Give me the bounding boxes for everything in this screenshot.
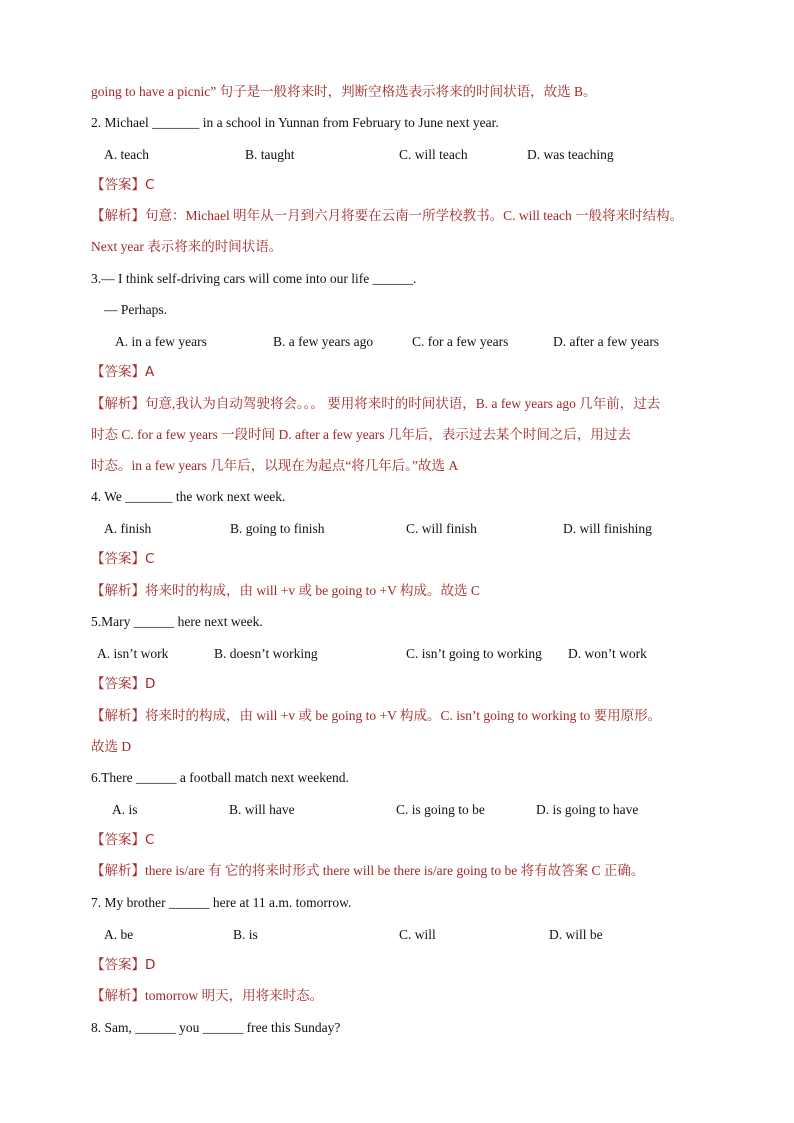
explanation-line: 故选 D bbox=[91, 739, 132, 754]
explanation-line: 【解析】there is/are 有 它的将来时形式 there will be there is/are going to be 将有故答案 C 正确。 bbox=[91, 863, 645, 878]
option-d: D. after a few years bbox=[553, 334, 660, 349]
option-b: B. going to finish bbox=[230, 521, 325, 536]
explanation-line: Next year 表示将来的时间状语。 bbox=[91, 239, 283, 254]
question-3: 3.— I think self-driving cars will come into our life ______. bbox=[91, 271, 417, 286]
option-a: A. be bbox=[104, 927, 134, 942]
option-b: B. will have bbox=[229, 802, 295, 817]
option-b: B. a few years ago bbox=[273, 334, 374, 349]
option-c: C. will bbox=[399, 927, 436, 942]
option-d: D. was teaching bbox=[527, 147, 614, 162]
explanation-line: 时态。in a few years 几年后，以现在为起点“将几年后。”故选 A bbox=[91, 458, 459, 473]
explanation-line: 【解析】句意,我认为自动驾驶将会。。。 要用将来时的时间状语，B. a few years ago 几年前，过去 bbox=[91, 396, 661, 411]
explanation-line: 【解析】将来时的构成，由 will +v 或 be going to +V 构成。C. isn’t going to working to 要用原形。 bbox=[91, 708, 662, 723]
answer-label: 【答案】C bbox=[91, 832, 155, 848]
question-2: 2. Michael _______ in a school in Yunnan from February to June next year. bbox=[91, 115, 499, 130]
option-a: A. teach bbox=[104, 147, 149, 162]
option-c: C. isn’t going to working bbox=[406, 646, 542, 661]
question-7: 7. My brother ______ here at 11 a.m. tomorrow. bbox=[91, 895, 352, 910]
explanation-line: 【解析】句意：Michael 明年从一月到六月将要在云南一所学校教书。C. will teach 一般将来时结构。 bbox=[91, 208, 684, 223]
explanation-line: 时态 C. for a few years 一段时间 D. after a few years 几年后，表示过去某个时间之后，用过去 bbox=[91, 427, 631, 442]
answer-label: 【答案】C bbox=[91, 551, 155, 567]
answer-label: 【答案】A bbox=[91, 364, 155, 380]
explanation-line: going to have a picnic” 句子是一般将来时，判断空格选表示将来的时间状语，故选 B。 bbox=[91, 84, 597, 99]
question-6: 6.There ______ a football match next weekend. bbox=[91, 770, 349, 785]
option-c: C. for a few years bbox=[412, 334, 509, 349]
question-3-reply: — Perhaps. bbox=[104, 302, 167, 317]
option-b: B. taught bbox=[245, 147, 295, 162]
option-d: D. won’t work bbox=[568, 646, 647, 661]
question-8: 8. Sam, ______ you ______ free this Sunday? bbox=[91, 1020, 341, 1035]
option-b: B. doesn’t working bbox=[214, 646, 318, 661]
option-b: B. is bbox=[233, 927, 258, 942]
option-c: C. is going to be bbox=[396, 802, 485, 817]
answer-label: 【答案】D bbox=[91, 676, 156, 692]
question-4: 4. We _______ the work next week. bbox=[91, 489, 286, 504]
option-a: A. finish bbox=[104, 521, 152, 536]
option-a: A. is bbox=[112, 802, 138, 817]
answer-label: 【答案】D bbox=[91, 957, 156, 973]
option-d: D. will be bbox=[549, 927, 603, 942]
option-d: D. will finishing bbox=[563, 521, 652, 536]
option-c: C. will finish bbox=[406, 521, 477, 536]
explanation-line: 【解析】tomorrow 明天，用将来时态。 bbox=[91, 988, 324, 1003]
option-d: D. is going to have bbox=[536, 802, 639, 817]
option-c: C. will teach bbox=[399, 147, 468, 162]
question-5: 5.Mary ______ here next week. bbox=[91, 614, 263, 629]
option-a: A. isn’t work bbox=[97, 646, 169, 661]
option-a: A. in a few years bbox=[115, 334, 207, 349]
answer-label: 【答案】C bbox=[91, 177, 155, 193]
explanation-line: 【解析】将来时的构成，由 will +v 或 be going to +V 构成。故选 C bbox=[91, 583, 480, 598]
